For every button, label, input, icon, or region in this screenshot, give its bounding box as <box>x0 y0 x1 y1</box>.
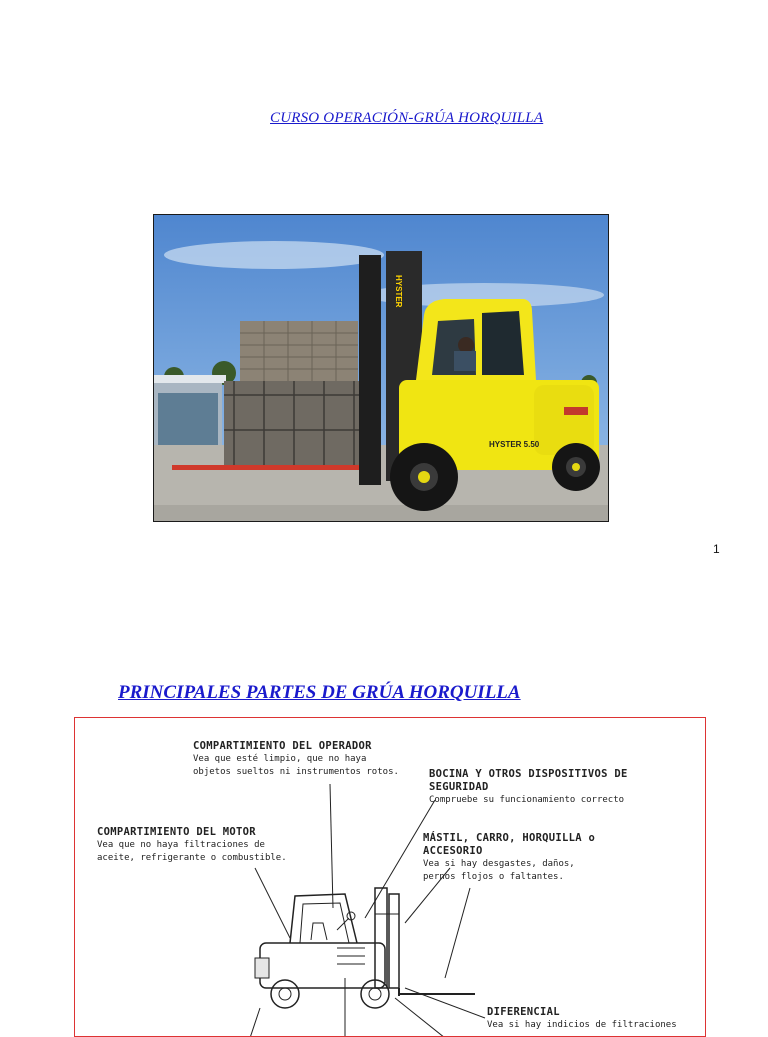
callout-differential <box>487 1006 677 1032</box>
callout-engine-line-1: Vea que no haya filtraciones de <box>97 840 265 850</box>
page-number: 1 <box>713 542 720 556</box>
callout-engine-title: COMPARTIMIENTO DEL MOTOR <box>97 826 256 838</box>
mast-brand-label: HYSTER <box>394 275 403 308</box>
callout-mast <box>423 832 595 884</box>
callout-differential-title: DIFERENCIAL <box>487 1006 560 1018</box>
callout-mast-line-2: pernos flojos o faltantes. <box>423 872 564 882</box>
callout-operator-line-1: Vea que esté limpio, que no haya <box>193 754 367 764</box>
forklift-illustration <box>154 215 609 522</box>
callout-horn-title: BOCINA Y OTROS DISPOSITIVOS DE <box>429 768 628 780</box>
callout-mast-title: MÁSTIL, CARRO, HORQUILLA o <box>423 832 596 844</box>
callout-engine-line-2: aceite, refrigerante o combustible. <box>97 853 287 863</box>
callout-operator-title: COMPARTIMIENTO DEL OPERADOR <box>193 740 372 752</box>
callout-engine <box>97 826 287 865</box>
callout-horn <box>429 768 628 807</box>
callout-horn-line-1: Compruebe su funcionamiento correcto <box>429 795 625 805</box>
body-model-label: HYSTER 5.50 <box>489 440 540 449</box>
callout-mast-line-1: Vea si hay desgastes, daños, <box>423 859 575 869</box>
forklift-photo <box>153 214 609 522</box>
callout-mast-title-2: ACCESORIO <box>423 845 483 857</box>
section-heading-link[interactable]: PRINCIPALES PARTES DE GRÚA HORQUILLA <box>118 682 521 703</box>
callout-horn-title-2: SEGURIDAD <box>429 781 489 793</box>
course-title-link[interactable]: CURSO OPERACIÓN-GRÚA HORQUILLA <box>270 110 544 126</box>
parts-diagram <box>74 717 706 1037</box>
callout-differential-line-1: Vea si hay indicios de filtraciones <box>487 1020 677 1030</box>
callout-operator <box>193 740 399 779</box>
callout-operator-line-2: objetos sueltos ni instrumentos rotos. <box>193 767 399 777</box>
